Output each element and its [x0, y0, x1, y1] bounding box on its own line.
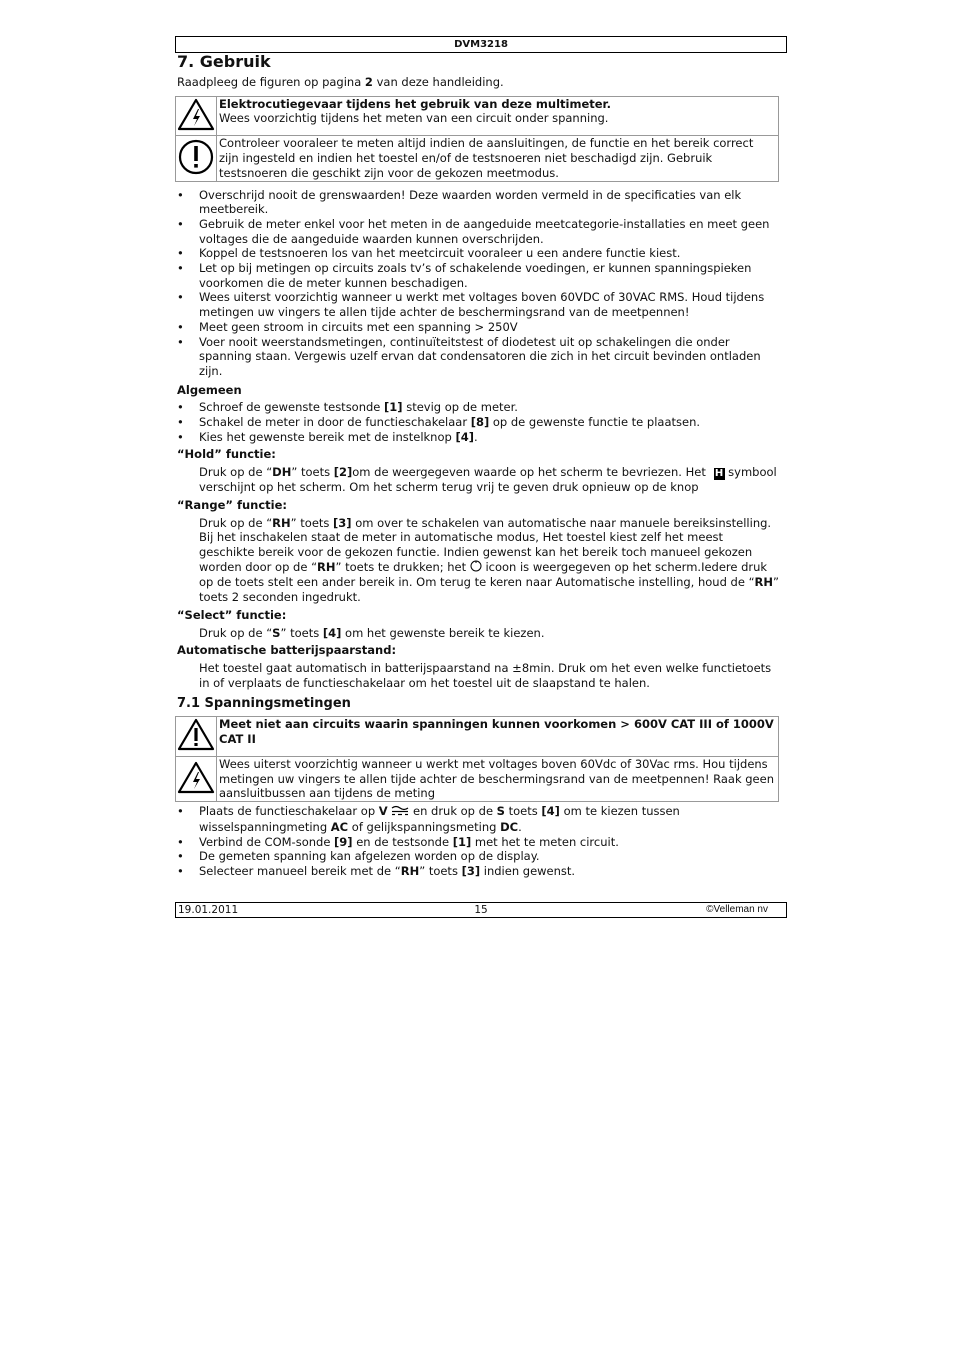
- list-item: • Meet geen stroom in circuits met een spanning > 250V: [177, 319, 518, 334]
- warning-row-electrocution: Elektrocutiegevaar tijdens het gebruik van deze multimeter. Wees voorzichtig tijdens het meten van een circuit onder spanning.: [217, 96, 779, 136]
- page-number: 15: [474, 904, 488, 916]
- electric-hazard-icon: [176, 757, 217, 802]
- section-title: 7. Gebruik: [177, 52, 271, 71]
- warning-row-careful: Wees uiterst voorzichtig wanneer u werkt met voltages boven 60Vdc of 30Vac rms. Hou tijdens metingen uw vingers te allen tijde achter de beschermingsrand van de meetpennen! Raak geen aansluitbussen aan tijdens de meting: [217, 757, 779, 802]
- warning-table: [175, 96, 779, 182]
- list-item: • Gebruik de meter enkel voor het meten in de aangeduide meetcategorie-installaties en meet geen voltages die de aangeduide waarden kunnen overschrijden.: [177, 216, 770, 246]
- subheading-algemeen: Algemeen: [177, 382, 242, 397]
- subheading-select: “Select” functie:: [177, 607, 287, 622]
- list-item: • Overschrijd nooit de grenswaarden! Deze waarden worden vermeld in de specificaties van elk meetbereik.: [177, 187, 742, 217]
- battery-text: Het toestel gaat automatisch in batterijspaarstand na ±8min. Druk om het even welke functietoets in of verplaats de functieschakelaar om het toestel uit de slaapstand te halen.: [199, 660, 772, 690]
- list-item: • Kies het gewenste bereik met de instelknop [4].: [177, 429, 478, 444]
- subheading-range: “Range” functie:: [177, 497, 287, 512]
- list-item: • Plaats de functieschakelaar op V en druk op de S toets [4] om te kiezen tussen wisselspanningmeting AC of gelijkspanningsmeting DC.: [177, 804, 680, 834]
- hold-text: Druk op de “DH” toets [2]om de weergegeven waarde op het scherm te bevriezen. Het H symbool verschijnt op het scherm. Om het scherm terug vrij te geven druk opnieuw op de knop: [199, 465, 777, 495]
- voltage-warning-table: [175, 716, 779, 802]
- range-text-1: Druk op de “RH” toets [3] om over te schakelen van automatische naar manuele bereiksinstelling.: [199, 515, 772, 530]
- ac-dc-symbol-icon: [391, 805, 409, 820]
- voltage-list: [177, 804, 781, 879]
- range-text-2: Bij het inschakelen staat de meter in automatische modus, Het toestel kiest zelf het meest geschikte bereik voor de gekozen functie. Indien gewenst kan het bereik toch manueel gekozen worden door op de “RH” toets te drukken; het icoon is weergegeven op het scherm.Iedere druk op de toets stelt een ander bereik in. Om terug te keren naar Automatische instelling, houd de “RH” toets 2 seconden ingedrukt.: [199, 530, 779, 605]
- page-footer: [175, 902, 787, 918]
- subheading-hold: “Hold” functie:: [177, 447, 276, 462]
- list-item: • Schakel de meter in door de functieschakelaar [8] op de gewenste functie te plaatsen.: [177, 415, 701, 430]
- manual-range-icon: [470, 560, 482, 576]
- list-item: • Schroef de gewenste testsonde [1] stevig op de meter.: [177, 400, 518, 415]
- hold-symbol-icon: H: [714, 468, 724, 480]
- list-item: • Koppel de testsnoeren los van het meetcircuit vooraleer u een andere functie kiest.: [177, 246, 681, 261]
- list-item: • Wees uiterst voorzichtig wanneer u werkt met voltages boven 60VDC of 30VAC RMS. Houd tijdens metingen uw vingers te allen tijde achter de beschermingsrand van de meetpennen!: [177, 290, 765, 320]
- list-item: • Verbind de COM-sonde [9] en de testsonde [1] met het te meten circuit.: [177, 834, 619, 849]
- select-text: Druk op de “S” toets [4] om het gewenste bereik te kiezen.: [199, 625, 545, 640]
- warning-triangle-icon: [176, 717, 217, 757]
- safety-list: [177, 188, 781, 379]
- footer-date: 19.01.2011: [178, 904, 239, 916]
- subsection-title: 7.1 Spanningsmetingen: [177, 696, 351, 712]
- electric-hazard-icon: [176, 96, 217, 136]
- list-item: • Voer nooit weerstandsmetingen, continuïteitstest of diodetest uit op schakelingen die onder spanning staan. Vergewis uzelf ervan dat condensatoren die zich in het circuit bevinden ontladen zijn.: [177, 334, 761, 378]
- list-item: • Let op bij metingen op circuits zoals tv’s of schakelende voedingen, er kunnen spanningspieken voorkomen die de meter kunnen beschadigen.: [177, 261, 752, 290]
- page-header: [175, 36, 787, 53]
- model-number: DVM3218: [454, 39, 508, 50]
- footer-copyright: ©Velleman nv: [706, 904, 768, 915]
- intro-text: Raadpleeg de figuren op pagina 2 van deze handleiding.: [177, 75, 504, 89]
- page-content: [177, 52, 781, 879]
- warning-row-check: Controleer vooraleer te meten altijd indien de aansluitingen, de functie en het bereik correct zijn ingesteld en indien het toestel en/of de testsnoeren niet beschadigd zijn. Gebruik testsnoeren die geschikt zijn voor de gekozen meetmodus.: [217, 136, 779, 181]
- list-item: • De gemeten spanning kan afgelezen worden op de display.: [177, 849, 540, 864]
- subheading-battery: Automatische batterijspaarstand:: [177, 643, 397, 658]
- general-list: [177, 400, 781, 444]
- warning-row-max-voltage: Meet niet aan circuits waarin spanningen kunnen voorkomen > 600V CAT III of 1000V CAT II: [217, 717, 779, 757]
- list-item: • Selecteer manueel bereik met de “RH” toets [3] indien gewenst.: [177, 863, 576, 878]
- exclamation-icon: [176, 136, 217, 181]
